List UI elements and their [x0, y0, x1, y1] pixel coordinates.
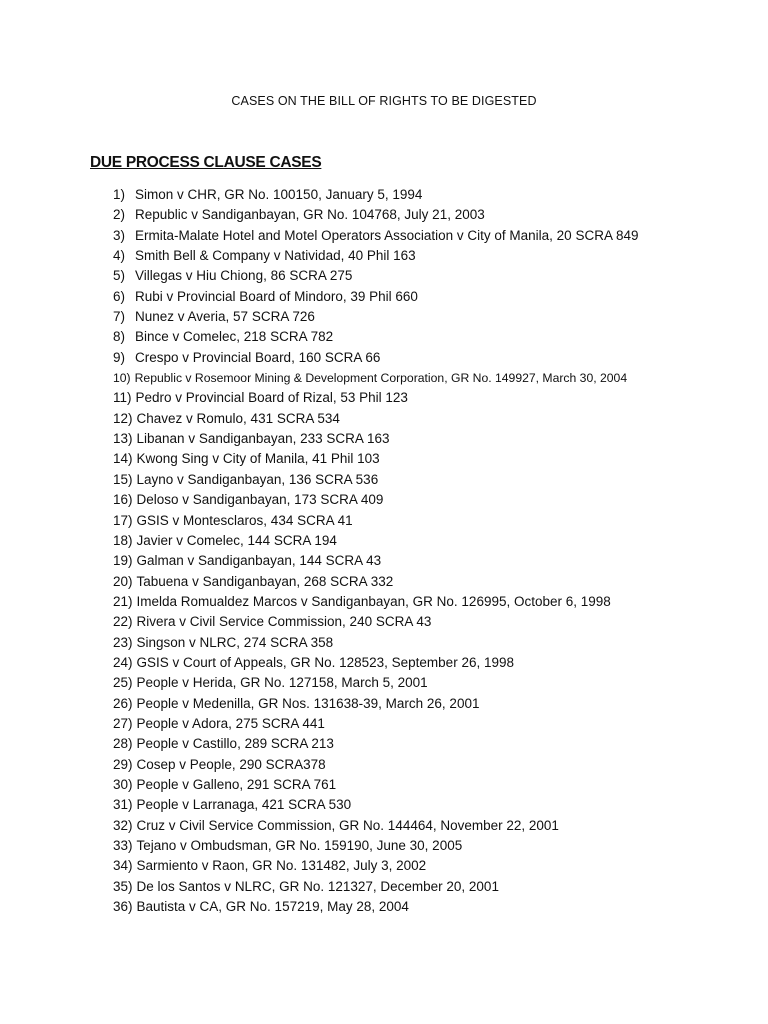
case-citation: Javier v Comelec, 144 SCRA 194	[136, 532, 337, 548]
case-item	[113, 633, 638, 653]
case-number: 19)	[113, 553, 133, 569]
case-citation: Simon v CHR, GR No. 100150, January 5, 1994	[135, 187, 423, 202]
case-number: 31)	[113, 797, 133, 813]
case-citation: People v Castillo, 289 SCRA 213	[136, 736, 334, 752]
case-number: 9)	[113, 349, 126, 365]
case-citation: People v Galleno, 291 SCRA 761	[136, 776, 337, 792]
document-title: CASES ON THE BILL OF RIGHTS TO BE DIGESTED	[231, 94, 537, 108]
case-number: 28)	[113, 736, 133, 752]
case-number: 26)	[113, 695, 133, 711]
case-item	[113, 836, 638, 856]
case-item	[113, 795, 638, 815]
case-item	[113, 531, 638, 551]
case-citation: Villegas v Hiu Chiong, 86 SCRA 275	[135, 268, 353, 284]
case-number: 12)	[113, 410, 133, 426]
case-item	[113, 388, 638, 408]
section-heading-due-process: DUE PROCESS CLAUSE CASES	[90, 154, 322, 171]
case-number: 6)	[113, 288, 126, 304]
case-citation: Sarmiento v Raon, GR No. 131482, July 3, 2002	[136, 858, 427, 874]
case-item	[113, 429, 638, 449]
case-number: 17)	[113, 512, 133, 528]
case-item	[113, 327, 638, 347]
case-item	[113, 714, 638, 734]
case-number: 34)	[113, 858, 133, 874]
case-item	[113, 673, 638, 693]
case-number: 8)	[113, 329, 126, 345]
case-number: 32)	[113, 817, 133, 833]
case-item	[113, 185, 638, 205]
case-item	[113, 470, 638, 490]
case-citation: Singson v NLRC, 274 SCRA 358	[136, 634, 334, 650]
case-number: 7)	[113, 309, 126, 325]
case-citation: Galman v Sandiganbayan, 144 SCRA 43	[136, 553, 382, 569]
case-number: 22)	[113, 614, 133, 630]
case-item	[113, 592, 638, 612]
case-citation: People v Medenilla, GR Nos. 131638-39, March 26, 2001	[136, 695, 480, 711]
case-number: 1)	[113, 187, 126, 202]
case-item	[113, 694, 638, 714]
case-number: 30)	[113, 776, 133, 792]
case-number: 21)	[113, 593, 133, 609]
case-item	[113, 877, 638, 897]
case-number: 2)	[113, 207, 126, 223]
case-item	[113, 775, 638, 795]
case-citation: GSIS v Montesclaros, 434 SCRA 41	[136, 512, 353, 528]
case-item	[113, 205, 638, 225]
case-number: 36)	[113, 899, 133, 915]
case-number: 10)	[113, 371, 131, 386]
case-number: 11)	[113, 390, 132, 406]
case-number: 3)	[113, 227, 126, 243]
case-citation: Libanan v Sandiganbayan, 233 SCRA 163	[136, 431, 390, 447]
case-item	[113, 551, 638, 571]
case-item	[113, 348, 638, 368]
case-item	[113, 246, 638, 266]
case-citation: Tabuena v Sandiganbayan, 268 SCRA 332	[136, 573, 394, 589]
case-citation: Cosep v People, 290 SCRA378	[136, 756, 326, 772]
case-item	[113, 368, 638, 388]
case-citation: Deloso v Sandiganbayan, 173 SCRA 409	[136, 492, 384, 508]
case-number: 24)	[113, 654, 133, 670]
case-number: 35)	[113, 878, 133, 894]
case-number: 33)	[113, 838, 133, 853]
case-item	[113, 856, 638, 876]
case-citation: Pedro v Provincial Board of Rizal, 53 Phil 123	[135, 390, 408, 406]
case-item	[113, 266, 638, 286]
case-citation: People v Adora, 275 SCRA 441	[136, 715, 325, 731]
case-item	[113, 755, 638, 775]
case-number: 29)	[113, 756, 133, 772]
case-item	[113, 511, 638, 531]
case-number: 4)	[113, 248, 126, 264]
case-item	[113, 449, 638, 469]
case-item	[113, 226, 638, 246]
case-citation: Nunez v Averia, 57 SCRA 726	[135, 309, 315, 325]
case-citation: Republic v Rosemoor Mining & Development Corporation, GR No. 149927, March 30, 2004	[134, 371, 628, 386]
case-item	[113, 409, 638, 429]
case-number: 20)	[113, 573, 133, 589]
case-item	[113, 816, 638, 836]
case-citation: Cruz v Civil Service Commission, GR No. 144464, November 22, 2001	[136, 817, 559, 833]
case-citation: Crespo v Provincial Board, 160 SCRA 66	[135, 349, 381, 365]
case-citation: Rivera v Civil Service Commission, 240 SCRA 43	[136, 614, 432, 630]
case-citation: Kwong Sing v City of Manila, 41 Phil 103	[136, 451, 380, 467]
case-citation: Bautista v CA, GR No. 157219, May 28, 2004	[136, 899, 409, 915]
case-citation: De los Santos v NLRC, GR No. 121327, December 20, 2001	[136, 878, 499, 894]
case-item	[113, 897, 638, 917]
case-list	[113, 185, 638, 917]
case-citation: Layno v Sandiganbayan, 136 SCRA 536	[136, 471, 379, 487]
case-item	[113, 490, 638, 510]
case-item	[113, 734, 638, 754]
case-number: 14)	[113, 451, 133, 467]
case-item	[113, 653, 638, 673]
case-number: 25)	[113, 675, 133, 691]
case-citation: Rubi v Provincial Board of Mindoro, 39 Phil 660	[135, 288, 418, 304]
case-number: 23)	[113, 634, 133, 650]
case-item	[113, 572, 638, 592]
case-citation: People v Herida, GR No. 127158, March 5, 2001	[136, 675, 428, 691]
case-item	[113, 612, 638, 632]
case-citation: Republic v Sandiganbayan, GR No. 104768, July 21, 2003	[135, 207, 485, 223]
case-number: 13)	[113, 431, 133, 447]
case-citation: Chavez v Romulo, 431 SCRA 534	[136, 410, 340, 426]
case-citation: People v Larranaga, 421 SCRA 530	[136, 797, 352, 813]
case-citation: Bince v Comelec, 218 SCRA 782	[135, 329, 334, 345]
case-number: 5)	[113, 268, 126, 284]
case-item	[113, 287, 638, 307]
case-citation: GSIS v Court of Appeals, GR No. 128523, September 26, 1998	[136, 654, 514, 670]
case-citation: Ermita-Malate Hotel and Motel Operators Association v City of Manila, 20 SCRA 849	[135, 227, 639, 243]
case-item	[113, 307, 638, 327]
case-citation: Imelda Romualdez Marcos v Sandiganbayan, GR No. 126995, October 6, 1998	[136, 593, 611, 609]
case-number: 15)	[113, 471, 133, 487]
case-number: 27)	[113, 715, 133, 731]
case-number: 16)	[113, 492, 133, 508]
case-number: 18)	[113, 532, 133, 548]
case-citation: Smith Bell & Company v Natividad, 40 Phil 163	[135, 248, 416, 264]
case-citation: Tejano v Ombudsman, GR No. 159190, June 30, 2005	[136, 838, 463, 853]
